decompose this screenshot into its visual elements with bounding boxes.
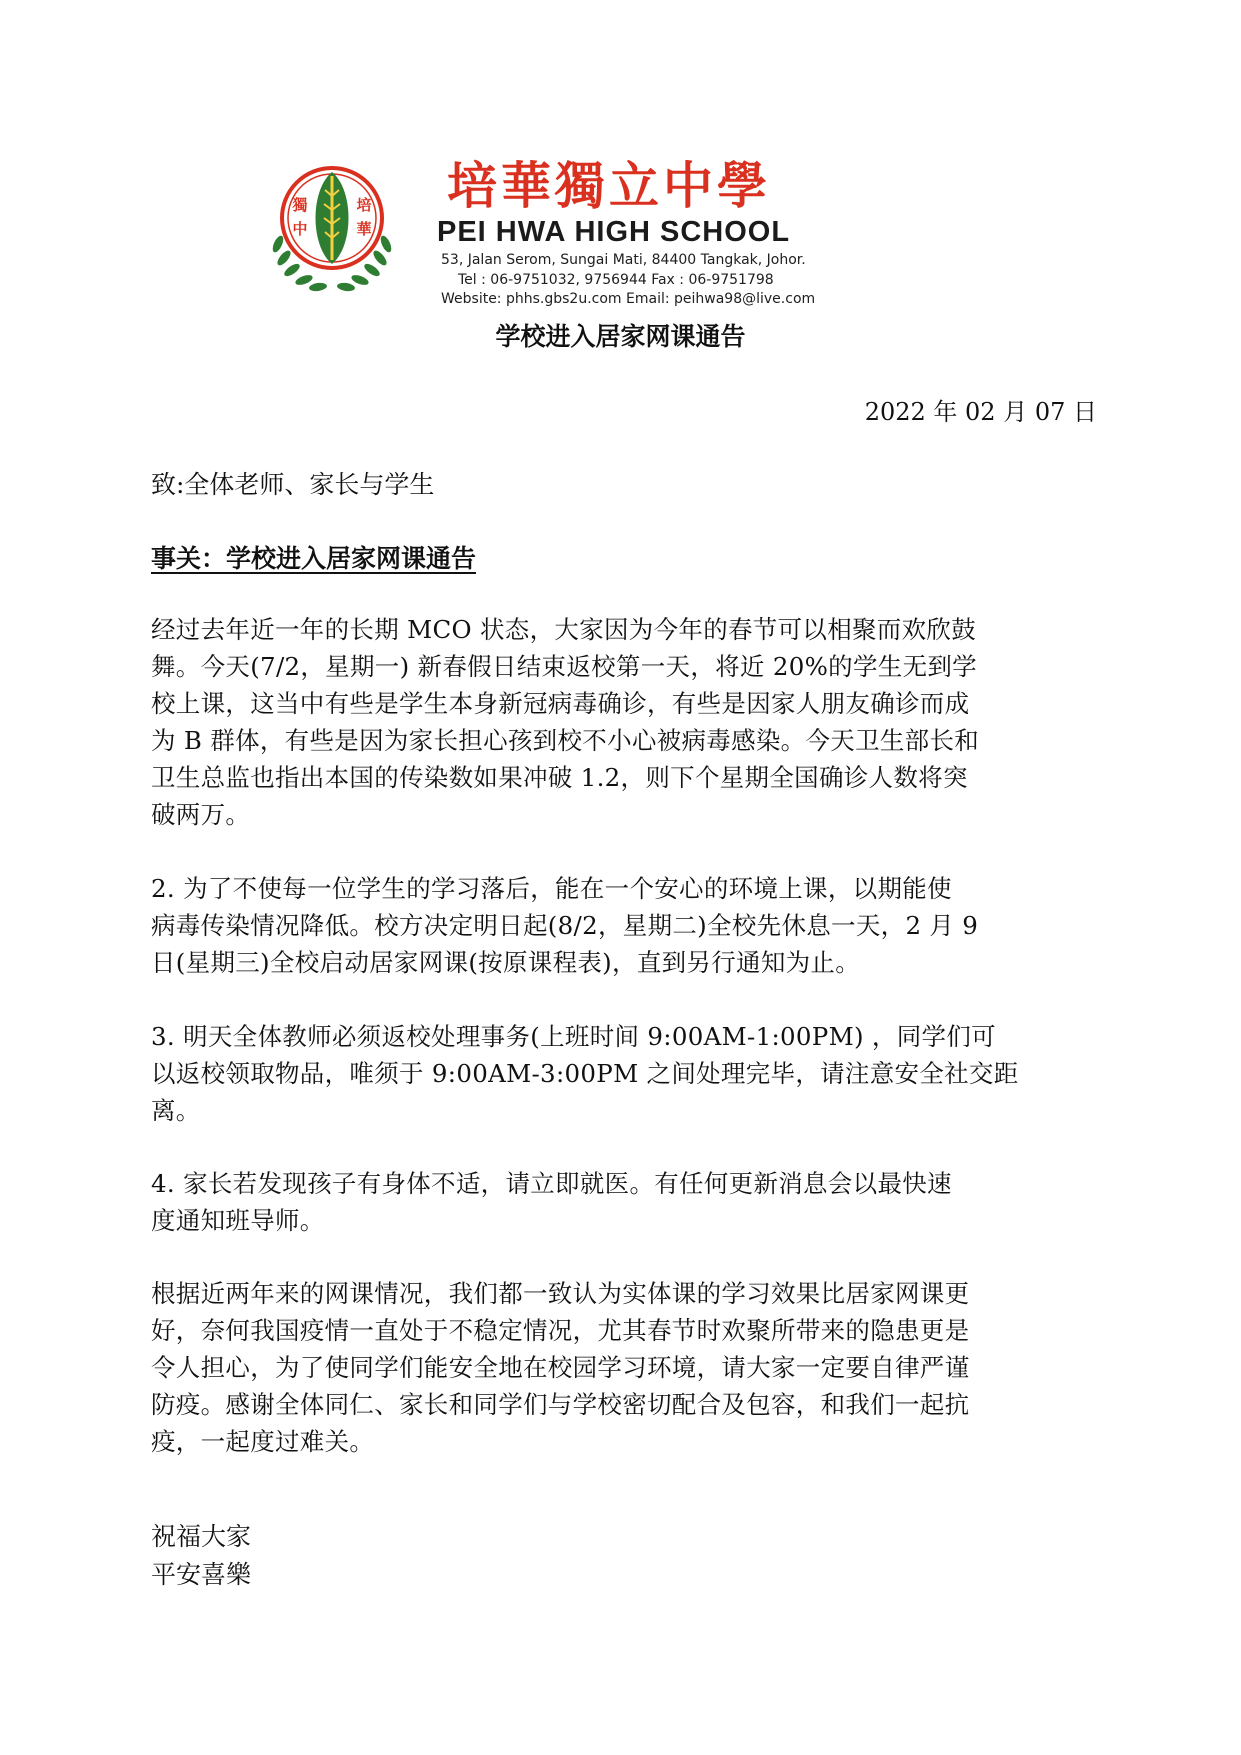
paragraph-line: 令人担心，为了使同学们能安全地在校园学习环境，请大家一定要自律严谨	[151, 1353, 970, 1382]
paragraph-line: 度通知班导师。	[151, 1206, 325, 1235]
closing-wish: 平安喜樂	[151, 1560, 252, 1589]
paragraph-line: 根据近两年来的网课情况，我们都一致认为实体课的学习效果比居家网课更	[151, 1279, 970, 1308]
svg-text:獨: 獨	[292, 196, 308, 214]
school-phone-fax: Tel : 06-9751032, 9756944 Fax : 06-9751798	[458, 272, 774, 288]
paragraph-line: 以返校领取物品，唯须于 9:00AM-3:00PM 之间处理完毕，请注意安全社交距	[151, 1059, 1019, 1088]
svg-text:培: 培	[356, 196, 372, 214]
paragraph-line: 3. 明天全体教师必须返校处理事务(上班时间 9:00AM-1:00PM) ，同学们可	[151, 1022, 996, 1051]
paragraph-line: 舞。今天(7/2，星期一) 新春假日结束返校第一天，将近 20%的学生无到学	[151, 652, 977, 681]
svg-text:華: 華	[356, 220, 372, 238]
paragraph-intro	[151, 611, 1091, 833]
closing-greeting: 祝福大家	[151, 1522, 252, 1551]
paragraph-line: 2. 为了不使每一位学生的学习落后，能在一个安心的环境上课，以期能使	[151, 874, 952, 903]
paragraph-line: 校上课，这当中有些是学生本身新冠病毒确诊，有些是因家人朋友确诊而成	[151, 689, 970, 718]
paragraph-line: 好，奈何我国疫情一直处于不稳定情况，尤其春节时欢聚所带来的隐患更是	[151, 1316, 970, 1345]
paragraph-point-4	[151, 1165, 1091, 1239]
paragraph-line: 疫，一起度过难关。	[151, 1427, 375, 1456]
paragraph-line: 破两万。	[151, 800, 251, 829]
paragraph-line: 防疫。感谢全体同仁、家长和同学们与学校密切配合及包容，和我们一起抗	[151, 1390, 970, 1419]
school-crest-logo	[262, 160, 402, 300]
school-address: 53, Jalan Serom, Sungai Mati, 84400 Tangkak, Johor.	[441, 252, 806, 268]
paragraph-line: 离。	[151, 1096, 201, 1125]
letterhead	[150, 158, 1090, 306]
paragraph-line: 4. 家长若发现孩子有身体不适，请立即就医。有任何更新消息会以最快速	[151, 1169, 952, 1198]
paragraph-line: 日(星期三)全校启动居家网课(按原课程表)，直到另行通知为止。	[151, 948, 861, 977]
paragraph-point-2	[151, 870, 1091, 981]
notice-addressee: 致:全体老师、家长与学生	[151, 470, 435, 499]
paragraph-conclusion	[151, 1275, 1091, 1460]
paragraph-line: 经过去年近一年的长期 MCO 状态，大家因为今年的春节可以相聚而欢欣鼓	[151, 615, 976, 644]
school-website-email: Website: phhs.gbs2u.com Email: peihwa98@live.com	[441, 291, 816, 307]
paragraph-line: 为 B 群体，有些是因为家长担心孩到校不小心被病毒感染。今天卫生部长和	[151, 726, 980, 755]
school-name-english: PEI HWA HIGH SCHOOL	[437, 216, 791, 248]
notice-title: 学校进入居家网课通告	[495, 322, 746, 351]
paragraph-line: 病毒传染情况降低。校方决定明日起(8/2，星期二)全校先休息一天，2 月 9	[151, 911, 979, 940]
svg-text:中: 中	[292, 220, 308, 238]
notice-date: 2022 年 02 月 07 日	[864, 398, 1097, 426]
paragraph-point-3	[151, 1018, 1091, 1129]
notice-subject: 事关：学校进入居家网课通告	[151, 544, 477, 573]
paragraph-line: 卫生总监也指出本国的传染数如果冲破 1.2，则下个星期全国确诊人数将突	[151, 763, 968, 792]
school-name-chinese: 培華獨立中學	[447, 156, 771, 215]
